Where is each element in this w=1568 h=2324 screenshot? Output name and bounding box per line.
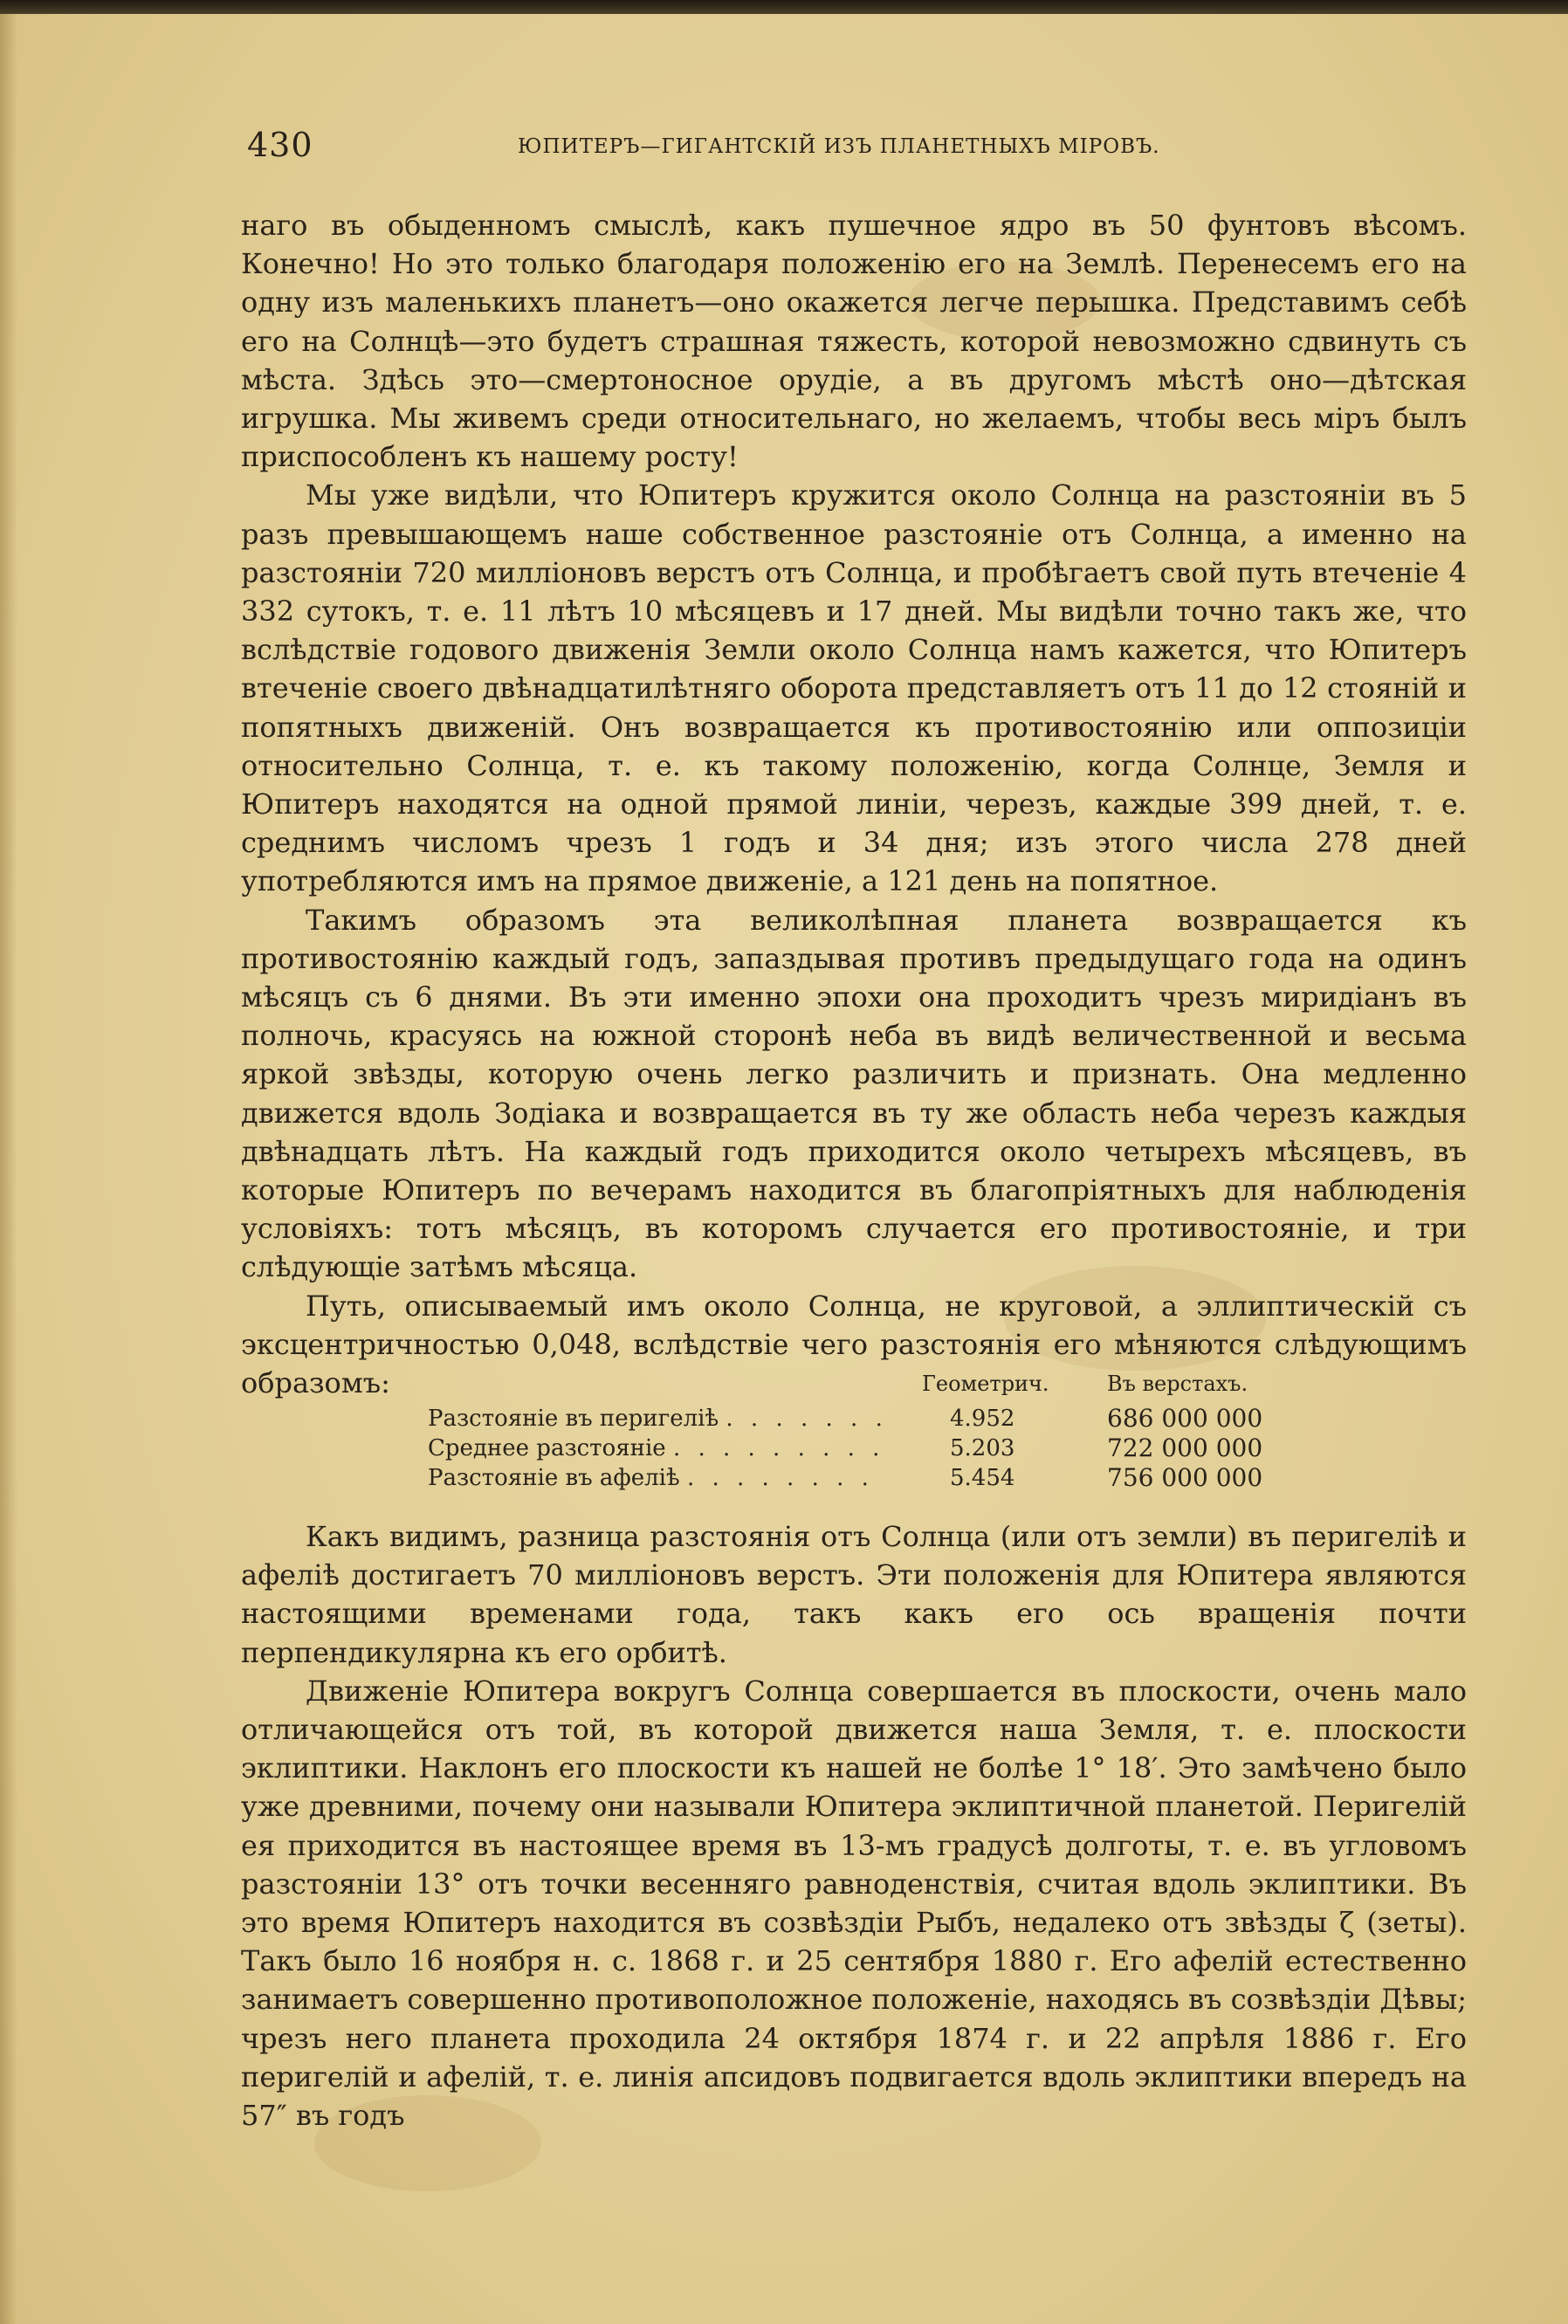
paragraph: Движеніе Юпитера вокругъ Солнца совершается въ плоскости, очень мало отличающейся отъ той, въ которой движется наша Земля, т. е. плоскости эклиптики. Наклонъ его плоскости къ нашей не болѣе 1° 18′. Это замѣчено было уже древними, почему они называли Юпитера эклиптичной планетой. Перигелій ея приходится въ настоящее время въ 13-мъ градусѣ долготы, т. е. въ угловомъ разстояніи 13° отъ точки весенняго равноденствія, считая вдоль эклиптики. Въ это время Юпитеръ находится въ созвѣздіи Рыбъ, недалеко отъ звѣзды ζ (зеты). Такъ было 16 ноября н. с. 1868 г. и 25 сентября 1880 г. Его афелій естественно занимаетъ совершенно противоположное положеніе, находясь въ созвѣздіи Дѣвы; чрезъ него планета проходила 24 октября 1874 г. и 22 апрѣля 1886 г. Его перигелій и афелій, т. е. линія апсидовъ подвигается вдоль эклиптики впередъ на 57″ въ годъ	[241, 1674, 1467, 2133]
row-label	[428, 1434, 917, 1463]
row-label-text: Разстояніе въ афеліѣ	[428, 1465, 680, 1491]
distance-table	[428, 1369, 1283, 1493]
paragraph: Какъ видимъ, разница разстоянія отъ Солнца (или отъ земли) въ перигеліѣ и афеліѣ достигаетъ 70 милліоновъ верстъ. Эти положенія для Юпитера являются настоящими временами года, такъ какъ его ось вращенія почти перпендикулярна къ его орбитѣ.	[241, 1520, 1467, 1669]
row-label-text: Разстояніе въ перигеліѣ	[428, 1406, 719, 1432]
row-label	[428, 1404, 917, 1434]
body-text-lower	[241, 1517, 1467, 2135]
table-row	[428, 1434, 1283, 1463]
table-row	[428, 1404, 1283, 1434]
paragraph: наго въ обыденномъ смыслѣ, какъ пушечное ядро въ 50 фунтовъ вѣсомъ. Конечно! Но это только благодаря положенію его на Землѣ. Перенесемъ его на одну изъ маленькихъ планетъ—оно окажется легче перышка. Представимъ себѣ его на Солнцѣ—это будетъ страшная тяжесть, которой невозможно сдвинуть съ мѣста. Здѣсь это—смертоносное орудіе, а въ другомъ мѣстѣ оно—дѣтская игрушка. Мы живемъ среди относительнаго, но желаемъ, чтобы весь міръ былъ приспособленъ къ нашему росту!	[241, 209, 1467, 474]
row-label	[428, 1463, 917, 1493]
column-header-versts: Въ верстахъ.	[1107, 1372, 1248, 1396]
table-header-row	[428, 1369, 1283, 1404]
row-versts-value: 686 000 000	[1107, 1404, 1263, 1433]
page-gutter-shadow	[0, 14, 17, 2324]
running-head	[247, 127, 1466, 171]
page-number: 430	[247, 126, 313, 164]
paragraph: Путь, описываемый имъ около Солнца, не круговой, а эллиптическій съ эксцентричностью 0,048, вслѣдствіе чего разстоянія его мѣняются слѣдующимъ образомъ:	[241, 1289, 1467, 1400]
row-versts-value: 722 000 000	[1107, 1434, 1263, 1462]
row-versts-value: 756 000 000	[1107, 1463, 1263, 1492]
row-geometric-value: 4.952	[950, 1406, 1015, 1432]
paragraph: Такимъ образомъ эта великолѣпная планета возвращается къ противостоянію каждый годъ, запаздывая противъ предыдущаго года на одинъ мѣсяцъ съ 6 днями. Въ эти именно эпохи она проходитъ чрезъ миридіанъ въ полночь, красуясь на южной сторонѣ неба въ видѣ величественной и весьма яркой звѣзды, которую очень легко различить и признать. Она медленно движется вдоль Зодіака и возвращается въ ту же область неба черезъ каждыя двѣнадцать лѣтъ. На каждый годъ приходится около четырехъ мѣсяцевъ, въ которые Юпитеръ по вечерамъ находится въ благопріятныхъ для наблюденія условіяхъ: тотъ мѣсяцъ, въ которомъ случается его противостояніе, и три слѣдующіе затѣмъ мѣсяца.	[241, 903, 1467, 1284]
scan-top-edge	[0, 0, 1568, 14]
row-geometric-value: 5.203	[950, 1435, 1015, 1461]
row-label-text: Среднее разстояніе	[428, 1435, 666, 1461]
row-geometric-value: 5.454	[950, 1465, 1015, 1491]
column-header-geometric: Геометрич.	[922, 1372, 1049, 1396]
header-title: ЮПИТЕРЪ—ГИГАНТСКІЙ ИЗЪ ПЛАНЕТНЫХЪ МІРОВЪ.	[518, 135, 1160, 158]
leader-dots: . . . . . . .	[726, 1406, 888, 1432]
leader-dots: . . . . . . . . .	[672, 1435, 885, 1461]
table-row	[428, 1463, 1283, 1493]
paragraph: Мы уже видѣли, что Юпитеръ кружится около Солнца на разстояніи въ 5 разъ превышающемъ наше собственное разстояніе отъ Солнца, а именно на разстояніи 720 милліоновъ верстъ отъ Солнца, и пробѣгаетъ свой путь втеченіе 4 332 сутокъ, т. е. 11 лѣтъ 10 мѣсяцевъ и 17 дней. Мы видѣли точно такъ же, что вслѣдствіе годового движенія Земли около Солнца намъ кажется, что Юпитеръ втеченіе своего двѣнадцатилѣтняго оборота представляетъ отъ 11 до 12 стояній и попятныхъ движеній. Онъ возвращается къ противостоянію или оппозиціи относительно Солнца, т. е. къ такому положенію, когда Солнце, Земля и Юпитеръ находятся на одной прямой линіи, черезъ, каждые 399 дней, т. е. среднимъ числомъ чрезъ 1 годъ и 34 дня; изъ этого числа 278 дней употребляются имъ на прямое движеніе, а 121 день на попятное.	[241, 478, 1467, 898]
body-text-upper	[241, 206, 1467, 1402]
leader-dots: . . . . . . . .	[686, 1465, 874, 1491]
